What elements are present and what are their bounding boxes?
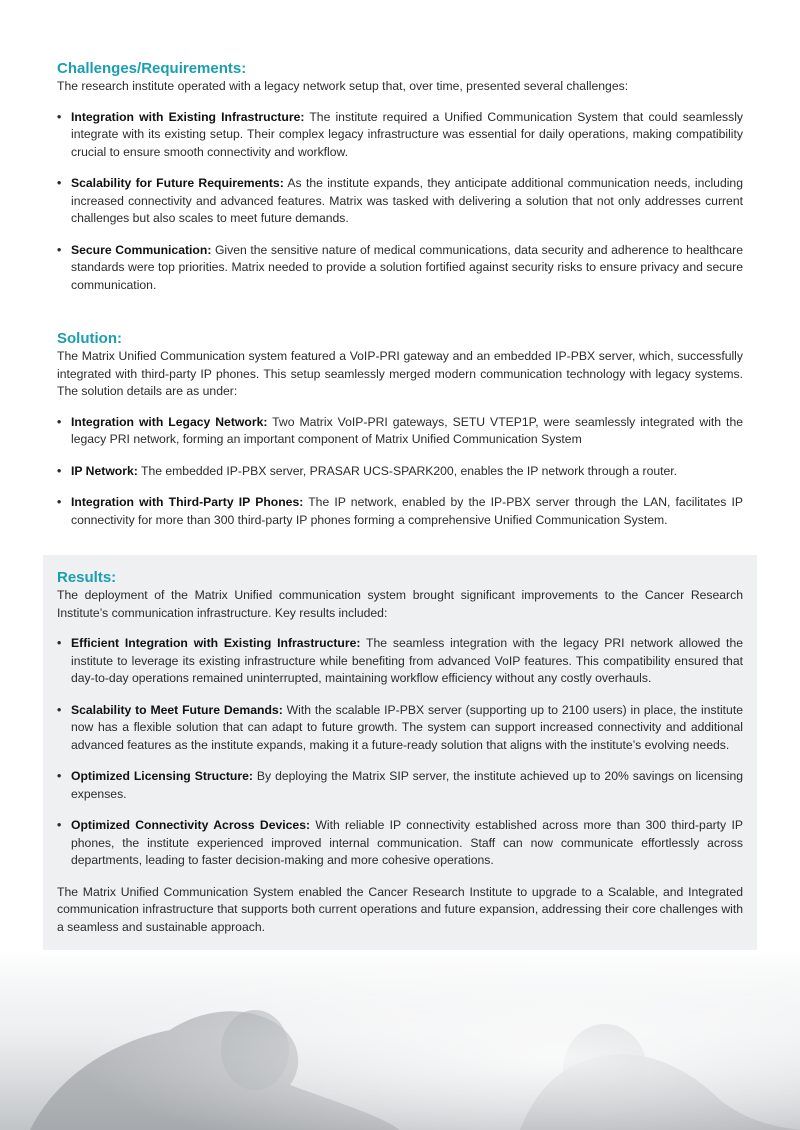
list-item [57, 109, 743, 162]
item-text: With the scalable IP-PBX server (supporting up to 2100 users) in place, the institute now has a flexible solution that can adapt to future growth. The system can support increased connectivity and additional advanced features as the institute expands, making it a future-ready solution that aligns with the institute’s evolving needs. [71, 702, 743, 752]
challenges-heading: Challenges/Requirements: [57, 60, 247, 77]
results-list [57, 635, 743, 870]
bullet-icon: • [57, 769, 62, 783]
challenges-list [57, 109, 743, 295]
list-item [57, 702, 743, 755]
item-title: Integration with Existing Infrastructure: [71, 109, 305, 124]
item-title: Optimized Licensing Structure: [71, 769, 253, 783]
item-text: The institute required a Unified Communication System that could seamlessly integrate with its existing setup. Their complex legacy infrastructure was essential for daily operations, making compatibility crucial to ensure smooth connectivity and workflow. [71, 109, 743, 159]
challenges-intro: The research institute operated with a legacy network setup that, over time, presented several challenges: [57, 79, 629, 93]
item-text: The seamless integration with the legacy PRI network allowed the institute to leverage its existing infrastructure while benefiting from advanced VoIP features. This compatibility ensured that day-to-day operations remained uninterrupted, maintaining workflow efficiency without any costly overhauls. [71, 636, 743, 685]
item-text: Given the sensitive nature of medical communications, data security and adherence to healthcare standards were top priorities. Matrix needed to provide a solution fortified against security risks to ensure privacy and secure communication. [71, 242, 743, 292]
bullet-icon: • [57, 414, 62, 429]
item-title: Scalability for Future Requirements: [71, 176, 284, 190]
results-intro: The deployment of the Matrix Unified communication system brought significant improvements to the Cancer Research Institute’s communication infrastructure. Key results included: [57, 588, 743, 620]
list-item [57, 494, 743, 529]
item-title: IP Network: [71, 463, 138, 478]
list-item [57, 768, 743, 803]
results-section [57, 569, 743, 936]
item-text: Two Matrix VoIP-PRI gateways, SETU VTEP1P, were seamlessly integrated with the legacy PRI network, forming an important component of Matrix Unified Communication System [71, 414, 743, 446]
photo-illustration [0, 950, 800, 1130]
item-title: Integration with Legacy Network: [71, 414, 268, 429]
list-item [57, 242, 743, 295]
list-item [57, 175, 743, 228]
bullet-icon: • [57, 495, 62, 509]
bullet-icon: • [57, 176, 62, 190]
item-text: The IP network, enabled by the IP-PBX server through the LAN, facilitates IP connectivity for more than 300 third-party IP phones forming a comprehensive Unified Communication System. [71, 495, 743, 527]
item-title: Scalability to Meet Future Demands: [71, 702, 283, 717]
item-text: By deploying the Matrix SIP server, the institute achieved up to 20% savings on licensing expenses. [71, 769, 743, 801]
list-item [57, 414, 743, 449]
caregiver-patient-photo [0, 950, 800, 1130]
list-item [57, 463, 743, 481]
bullet-icon: • [57, 818, 62, 832]
results-heading: Results: [57, 569, 117, 586]
results-closing: The Matrix Unified Communication System enabled the Cancer Research Institute to upgrade to a Scalable, and Integrated communication infrastructure that supports both current operations and future expansion, addressing their core challenges with a seamless and sustainable approach. [57, 884, 743, 934]
bullet-icon: • [57, 109, 62, 124]
item-text: With reliable IP connectivity established across more than 300 third-party IP phones, the institute experienced improved internal communication. Staff can now communicate effortlessly across departments, leading to faster decision-making and more cohesive operations. [71, 818, 743, 867]
solution-intro: The Matrix Unified Communication system featured a VoIP-PRI gateway and an embedded IP-PBX server, which, successfully integrated with third-party IP phones. This setup seamlessly merged modern communication technology with legacy systems. The solution details are as under: [57, 349, 743, 398]
item-text: As the institute expands, they anticipate additional communication needs, including increased connectivity and advanced features. Matrix was tasked with delivering a solution that not only addresses current challenges but also scales to meet future demands. [71, 176, 743, 225]
solution-section [57, 330, 743, 529]
item-text: The embedded IP-PBX server, PRASAR UCS-SPARK200, enables the IP network through a router. [137, 463, 678, 478]
item-title: Optimized Connectivity Across Devices: [71, 818, 311, 832]
list-item [57, 635, 743, 688]
item-title: Secure Communication: [71, 242, 212, 257]
solution-heading: Solution: [57, 330, 122, 347]
bullet-icon: • [57, 463, 62, 478]
item-title: Integration with Third-Party IP Phones: [71, 495, 304, 509]
bullet-icon: • [57, 242, 62, 257]
list-item [57, 817, 743, 870]
challenges-section [57, 60, 743, 294]
item-title: Efficient Integration with Existing Infrastructure: [71, 636, 361, 650]
bullet-icon: • [57, 702, 62, 717]
solution-list [57, 414, 743, 530]
bullet-icon: • [57, 636, 62, 650]
